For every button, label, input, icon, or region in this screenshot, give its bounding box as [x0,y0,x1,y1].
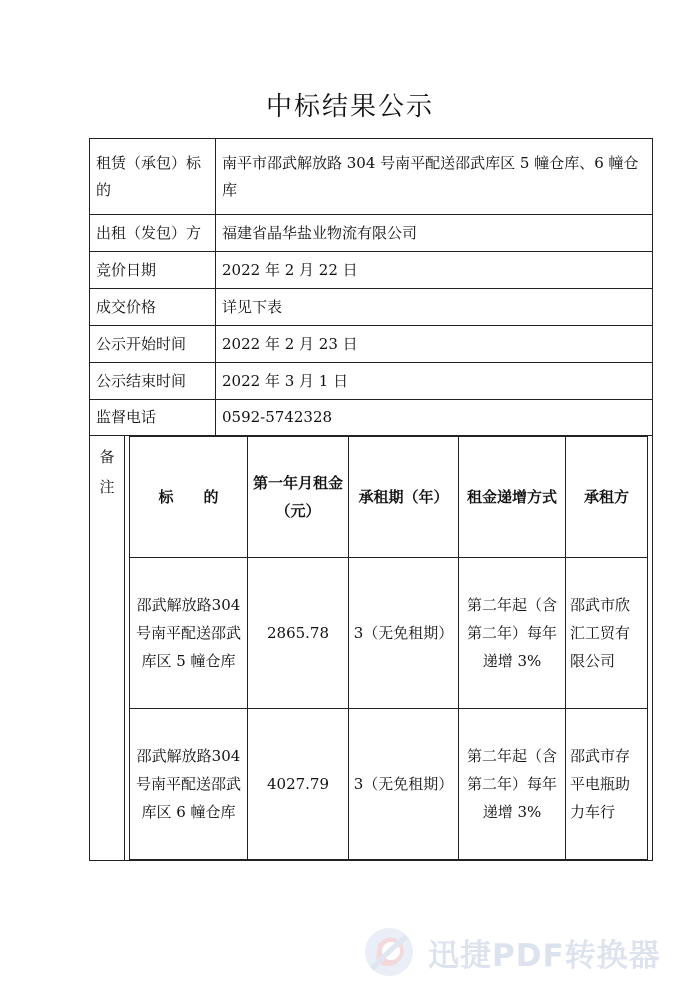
table-cell: 第二年起（含第二年）每年递增 3% [459,558,566,709]
table-row [90,400,653,436]
row-label: 公示结束时间 [90,363,216,400]
table-cell: 3（无免租期） [349,558,459,709]
table-row [90,215,653,252]
table-cell: 4027.79 [248,709,349,860]
row-label: 公示开始时间 [90,326,216,363]
rent-detail-table [129,436,648,860]
header-cell: 标 的 [130,437,248,558]
row-label: 出租（发包）方 [90,215,216,252]
header-cell: 第一年月租金（元） [248,437,349,558]
result-table [89,138,653,861]
header-cell: 承租方 [566,437,648,558]
note-row [90,436,653,861]
row-value: 详见下表 [216,289,653,326]
page-title: 中标结果公示 [265,92,434,122]
table-cell: 邵武解放路304 号南平配送邵武库区 5 幢仓库 [130,558,248,709]
table-cell: 第二年起（含第二年）每年递增 3% [459,709,566,860]
table-cell: 邵武市欣汇工贸有限公司 [566,558,648,709]
row-value: 2022 年 3 月 1 日 [216,363,653,400]
pdf-converter-logo-icon [360,923,418,981]
row-label: 监督电话 [90,400,216,436]
table-header-row [130,437,648,558]
row-label: 成交价格 [90,289,216,326]
table-row [90,139,653,215]
table-row [130,558,648,709]
row-label: 租赁（承包）标的 [90,139,216,215]
table-row [90,289,653,326]
table-cell: 2865.78 [248,558,349,709]
row-label: 竞价日期 [90,252,216,289]
header-cell: 承租期（年） [349,437,459,558]
row-value: 2022 年 2 月 23 日 [216,326,653,363]
table-row [90,363,653,400]
note-label: 备注 [90,436,125,860]
watermark-text: 迅捷PDF转换器 [428,937,661,974]
header-cell: 租金递增方式 [459,437,566,558]
row-value: 福建省晶华盐业物流有限公司 [216,215,653,252]
table-row [90,326,653,363]
row-value: 0592-5742328 [216,400,653,436]
row-value: 2022 年 2 月 22 日 [216,252,653,289]
row-value: 南平市邵武解放路 304 号南平配送邵武库区 5 幢仓库、6 幢仓库 [216,139,653,215]
table-cell: 邵武解放路304 号南平配送邵武库区 6 幢仓库 [130,709,248,860]
table-row [130,709,648,860]
table-row [90,252,653,289]
watermark [360,922,690,982]
table-cell: 邵武市存平电瓶助力车行 [566,709,648,860]
table-cell: 3（无免租期） [349,709,459,860]
